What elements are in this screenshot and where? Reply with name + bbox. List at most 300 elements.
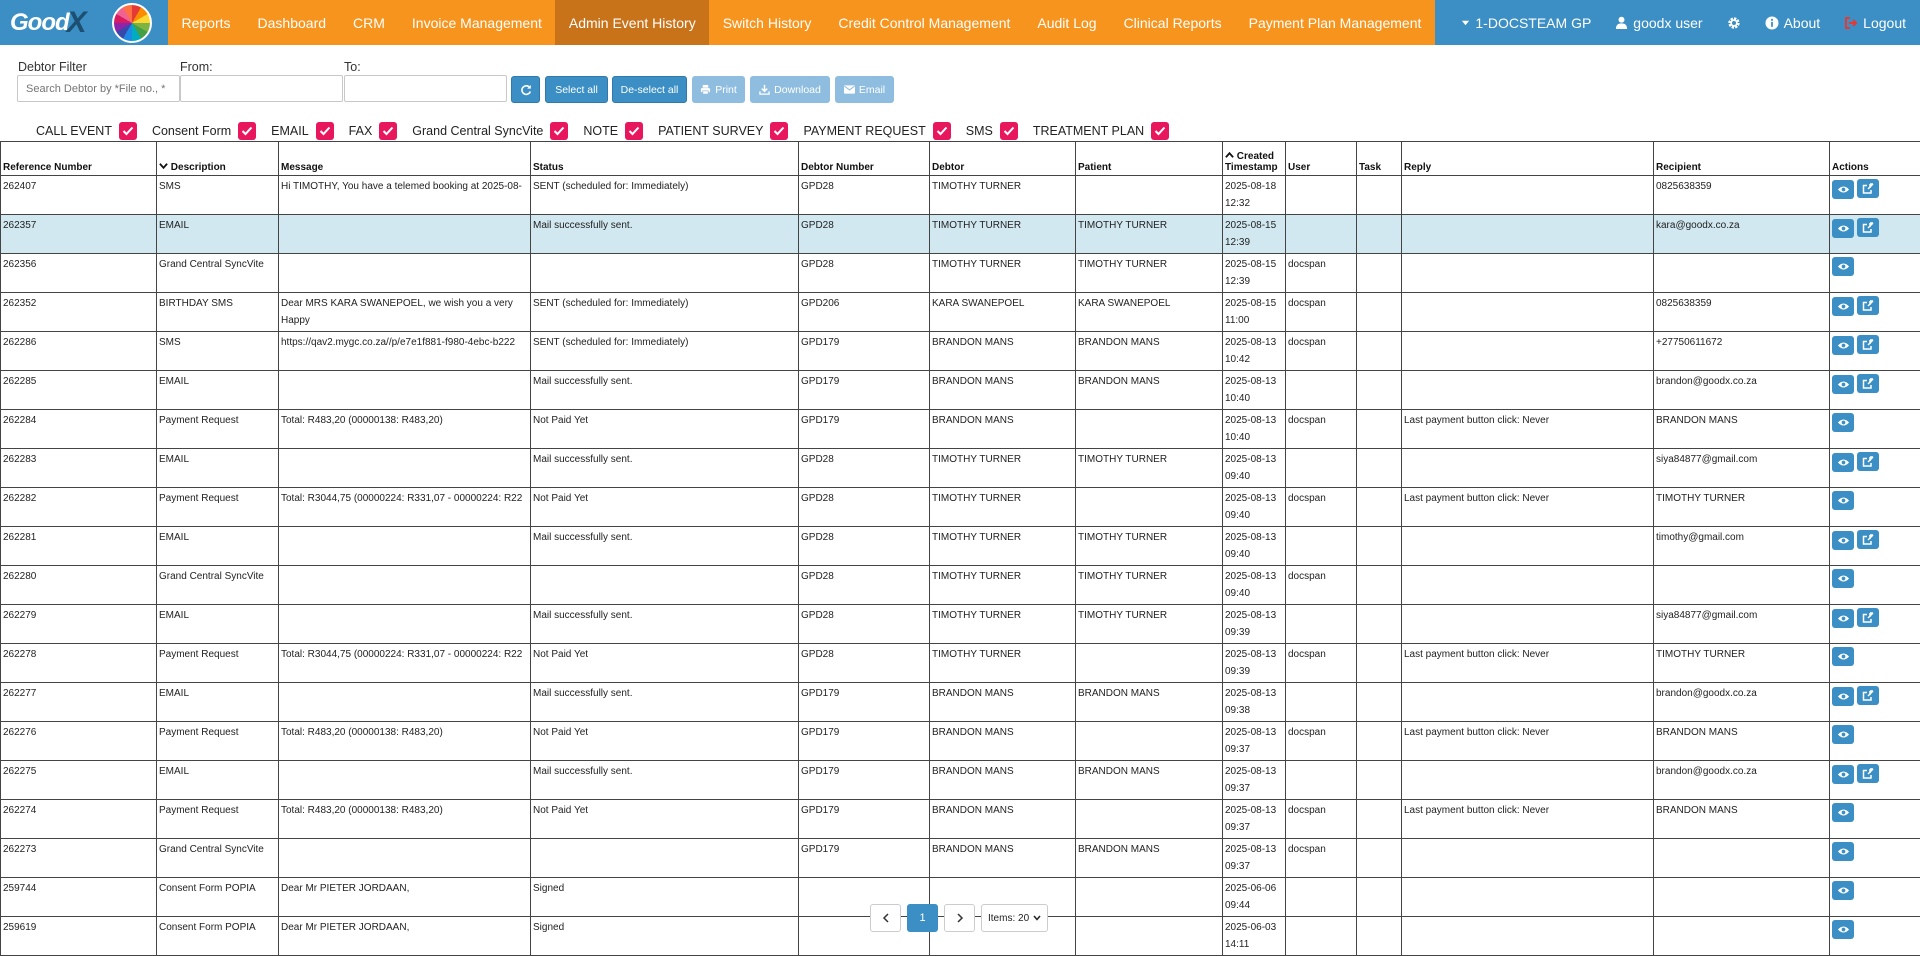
table-row[interactable]: [1, 332, 1920, 371]
view-button[interactable]: [1832, 257, 1854, 276]
cell-recipient: +27750611672: [1654, 332, 1830, 371]
page-button-current[interactable]: 1: [907, 904, 938, 932]
cell-reference-number: 262407: [1, 176, 157, 215]
nav-item-switch-history[interactable]: Switch History: [709, 0, 825, 45]
cell-status: Not Paid Yet: [531, 800, 799, 839]
created-time: 09:39: [1225, 627, 1250, 638]
next-page-button[interactable]: [944, 904, 975, 932]
envelope-icon: [844, 85, 855, 94]
cell-message: [279, 761, 531, 800]
share-button[interactable]: [1857, 179, 1879, 198]
table-row[interactable]: [1, 371, 1920, 410]
event-filter-grand-central-syncvite[interactable]: [412, 122, 568, 140]
deselect-all-button[interactable]: [612, 76, 687, 103]
cell-actions: [1830, 839, 1920, 878]
nav-item-crm[interactable]: CRM: [340, 0, 399, 45]
cell-status: [531, 566, 799, 605]
cell-reference-number: 262356: [1, 254, 157, 293]
table-row[interactable]: [1, 488, 1920, 527]
email-button[interactable]: [835, 76, 894, 103]
created-date: 2025-08-15: [1225, 220, 1276, 231]
cell-message: Hi TIMOTHY, You have a telemed booking at 2025-08-: [279, 176, 531, 215]
cell-debtor-number: GPD28: [799, 605, 930, 644]
share-square-icon: [1862, 222, 1874, 233]
table-row[interactable]: [1, 176, 1920, 215]
share-button[interactable]: [1857, 764, 1879, 783]
cell-user: [1286, 176, 1357, 215]
cell-debtor-number: GPD179: [799, 683, 930, 722]
created-date: 2025-08-18: [1225, 181, 1276, 192]
table-row[interactable]: [1, 644, 1920, 683]
cell-created-timestamp: [1223, 839, 1286, 878]
created-time: 10:42: [1225, 354, 1250, 365]
table-row[interactable]: [1, 527, 1920, 566]
sign-out-icon: [1844, 16, 1858, 30]
pagination: [870, 904, 1048, 932]
cell-actions: [1830, 644, 1920, 683]
col-debtor-number[interactable]: Debtor Number: [799, 142, 930, 176]
event-filter-checkbox[interactable]: [625, 122, 643, 140]
cell-debtor-number: GPD179: [799, 800, 930, 839]
cell-reference-number: 262275: [1, 761, 157, 800]
cell-task: [1357, 878, 1402, 917]
eye-icon: [1837, 224, 1850, 233]
cell-debtor: TIMOTHY TURNER: [930, 605, 1076, 644]
cell-recipient: siya84877@gmail.com: [1654, 449, 1830, 488]
print-label: Print: [715, 84, 737, 96]
share-button[interactable]: [1857, 452, 1879, 471]
cell-description: Payment Request: [157, 488, 279, 527]
cell-created-timestamp: [1223, 722, 1286, 761]
cell-reply: Last payment button click: Never: [1402, 644, 1654, 683]
cell-patient: BRANDON MANS: [1076, 371, 1223, 410]
cell-recipient: 0825638359: [1654, 176, 1830, 215]
cell-description: EMAIL: [157, 683, 279, 722]
col-status[interactable]: Status: [531, 142, 799, 176]
cell-reference-number: 262278: [1, 644, 157, 683]
cell-description: EMAIL: [157, 371, 279, 410]
cell-user: docspan: [1286, 410, 1357, 449]
eye-icon: [1837, 574, 1850, 583]
color-wheel-logo-icon: [112, 3, 152, 43]
view-button[interactable]: [1832, 842, 1854, 861]
cell-debtor-number: GPD28: [799, 527, 930, 566]
col-user[interactable]: User: [1286, 142, 1357, 176]
share-button[interactable]: [1857, 218, 1879, 237]
cell-patient: [1076, 644, 1223, 683]
top-navbar: [0, 0, 1920, 45]
to-label: To:: [344, 60, 361, 74]
created-time: 10:40: [1225, 432, 1250, 443]
checkmark-icon: [936, 126, 948, 136]
to-date-input[interactable]: [344, 75, 507, 102]
cell-status: Mail successfully sent.: [531, 449, 799, 488]
from-date-input[interactable]: [180, 75, 343, 102]
cell-patient: [1076, 800, 1223, 839]
table-row[interactable]: [1, 761, 1920, 800]
logout-link[interactable]: [1832, 15, 1920, 31]
cell-recipient: TIMOTHY TURNER: [1654, 644, 1830, 683]
view-button[interactable]: [1832, 219, 1854, 238]
checkmark-icon: [773, 126, 785, 136]
event-filter-checkbox[interactable]: [1000, 122, 1018, 140]
cell-user: [1286, 761, 1357, 800]
cell-actions: [1830, 410, 1920, 449]
share-button[interactable]: [1857, 530, 1879, 549]
cell-actions: [1830, 215, 1920, 254]
cell-reference-number: 262274: [1, 800, 157, 839]
created-date: 2025-08-13: [1225, 610, 1276, 621]
event-filter-checkbox[interactable]: [770, 122, 788, 140]
created-time: 09:44: [1225, 900, 1250, 911]
view-button[interactable]: [1832, 413, 1854, 432]
share-square-icon: [1862, 456, 1874, 467]
table-row[interactable]: [1, 605, 1920, 644]
cell-created-timestamp: [1223, 800, 1286, 839]
cell-patient: TIMOTHY TURNER: [1076, 215, 1223, 254]
table-row[interactable]: [1, 839, 1920, 878]
cell-created-timestamp: [1223, 683, 1286, 722]
logo-text: Good: [10, 9, 69, 37]
cell-created-timestamp: [1223, 371, 1286, 410]
cell-created-timestamp: [1223, 332, 1286, 371]
share-square-icon: [1862, 339, 1874, 350]
cell-reply: [1402, 566, 1654, 605]
cell-user: docspan: [1286, 800, 1357, 839]
cell-status: Signed: [531, 878, 799, 917]
table-row[interactable]: [1, 410, 1920, 449]
event-filter-checkbox[interactable]: [316, 122, 334, 140]
event-filter-email[interactable]: [271, 122, 334, 140]
event-filter-checkbox[interactable]: [550, 122, 568, 140]
cell-user: docspan: [1286, 839, 1357, 878]
cell-task: [1357, 722, 1402, 761]
cell-status: Not Paid Yet: [531, 644, 799, 683]
cell-recipient: [1654, 878, 1830, 917]
cell-task: [1357, 176, 1402, 215]
cell-user: docspan: [1286, 332, 1357, 371]
cell-reply: [1402, 449, 1654, 488]
cell-message: Total: R483,20 (00000138: R483,20): [279, 410, 531, 449]
user-menu[interactable]: [1603, 15, 1714, 31]
download-icon: [759, 84, 770, 95]
cell-reply: [1402, 761, 1654, 800]
cell-recipient: siya84877@gmail.com: [1654, 605, 1830, 644]
created-time: 09:40: [1225, 588, 1250, 599]
cell-description: Grand Central SyncVite: [157, 839, 279, 878]
share-square-icon: [1862, 183, 1874, 194]
event-filter-checkbox[interactable]: [933, 122, 951, 140]
event-type-filters: [36, 122, 1184, 140]
share-square-icon: [1862, 690, 1874, 701]
cell-description: Payment Request: [157, 722, 279, 761]
eye-icon: [1837, 730, 1850, 739]
created-date: 2025-08-13: [1225, 649, 1276, 660]
cell-debtor: KARA SWANEPOEL: [930, 293, 1076, 332]
table-body: [1, 176, 1920, 956]
created-date: 2025-06-03: [1225, 922, 1276, 933]
table-row[interactable]: [1, 449, 1920, 488]
created-time: 14:11: [1225, 939, 1249, 950]
view-button[interactable]: [1832, 375, 1854, 394]
cell-reference-number: 262279: [1, 605, 157, 644]
nav-item-invoice-management[interactable]: Invoice Management: [398, 0, 555, 45]
cell-reply: [1402, 878, 1654, 917]
table-row[interactable]: [1, 293, 1920, 332]
created-date: 2025-08-13: [1225, 571, 1276, 582]
col-created-timestamp[interactable]: Created Timestamp: [1223, 142, 1286, 176]
cell-user: [1286, 605, 1357, 644]
cell-patient: TIMOTHY TURNER: [1076, 254, 1223, 293]
cell-status: SENT (scheduled for: Immediately): [531, 176, 799, 215]
share-button[interactable]: [1857, 374, 1879, 393]
debtor-search-input[interactable]: [17, 75, 180, 102]
share-square-icon: [1862, 768, 1874, 779]
cell-debtor: BRANDON MANS: [930, 761, 1076, 800]
cell-debtor: TIMOTHY TURNER: [930, 488, 1076, 527]
cell-debtor: BRANDON MANS: [930, 839, 1076, 878]
event-filter-payment-request[interactable]: [803, 122, 950, 140]
view-button[interactable]: [1832, 803, 1854, 822]
cell-created-timestamp: [1223, 761, 1286, 800]
checkmark-icon: [122, 126, 134, 136]
event-filter-label: FAX: [349, 124, 373, 138]
cell-created-timestamp: [1223, 293, 1286, 332]
table-row[interactable]: [1, 254, 1920, 293]
created-time: 12:39: [1225, 276, 1250, 287]
nav-item-reports[interactable]: Reports: [168, 0, 244, 45]
cell-actions: [1830, 332, 1920, 371]
cell-user: docspan: [1286, 722, 1357, 761]
select-all-button[interactable]: [545, 76, 608, 103]
cell-reference-number: 262357: [1, 215, 157, 254]
view-button[interactable]: [1832, 725, 1854, 744]
event-history-table: [0, 141, 1920, 956]
col-reply[interactable]: Reply: [1402, 142, 1654, 176]
cell-reference-number: 262281: [1, 527, 157, 566]
checkmark-icon: [1154, 126, 1166, 136]
checkmark-icon: [319, 126, 331, 136]
cell-description: Payment Request: [157, 410, 279, 449]
event-filter-consent-form[interactable]: [152, 122, 256, 140]
event-filter-label: TREATMENT PLAN: [1033, 124, 1144, 138]
deselect-all-label: De-select all: [621, 84, 679, 96]
event-filter-label: SMS: [966, 124, 993, 138]
view-button[interactable]: [1832, 647, 1854, 666]
cell-description: Consent Form POPIA: [157, 917, 279, 956]
cell-reply: [1402, 917, 1654, 956]
cell-recipient: BRANDON MANS: [1654, 410, 1830, 449]
cell-patient: KARA SWANEPOEL: [1076, 293, 1223, 332]
cell-created-timestamp: [1223, 566, 1286, 605]
cell-message: [279, 449, 531, 488]
view-button[interactable]: [1832, 453, 1854, 472]
event-filter-treatment-plan[interactable]: [1033, 122, 1169, 140]
cell-message: Total: R3044,75 (00000224: R331,07 - 00000224: R22: [279, 644, 531, 683]
cell-patient: [1076, 410, 1223, 449]
cell-description: Consent Form POPIA: [157, 878, 279, 917]
cell-task: [1357, 527, 1402, 566]
settings-button[interactable]: [1715, 16, 1753, 30]
event-filter-checkbox[interactable]: [119, 122, 137, 140]
share-square-icon: [1862, 612, 1874, 623]
view-button[interactable]: [1832, 881, 1854, 900]
info-circle-icon: [1765, 16, 1779, 30]
caret-down-icon: [1461, 18, 1470, 27]
event-filter-note[interactable]: [583, 122, 643, 140]
eye-icon: [1837, 614, 1850, 623]
table-row[interactable]: [1, 800, 1920, 839]
cell-created-timestamp: [1223, 488, 1286, 527]
cell-recipient: TIMOTHY TURNER: [1654, 488, 1830, 527]
checkmark-icon: [1003, 126, 1015, 136]
nav-item-admin-event-history[interactable]: Admin Event History: [555, 0, 709, 45]
goodx-logo[interactable]: [0, 0, 168, 45]
share-button[interactable]: [1857, 296, 1879, 315]
cell-reply: [1402, 683, 1654, 722]
view-button[interactable]: [1832, 569, 1854, 588]
cell-status: [531, 254, 799, 293]
cell-user: docspan: [1286, 488, 1357, 527]
cell-debtor-number: GPD28: [799, 566, 930, 605]
cell-task: [1357, 839, 1402, 878]
table-row[interactable]: [1, 215, 1920, 254]
cell-actions: [1830, 917, 1920, 956]
cell-user: [1286, 449, 1357, 488]
cell-debtor-number: GPD28: [799, 254, 930, 293]
view-button[interactable]: [1832, 531, 1854, 550]
created-date: 2025-06-06: [1225, 883, 1276, 894]
nav-item-audit-log[interactable]: Audit Log: [1024, 0, 1110, 45]
view-button[interactable]: [1832, 297, 1854, 316]
cell-reference-number: 262284: [1, 410, 157, 449]
cell-reply: [1402, 293, 1654, 332]
refresh-button[interactable]: [511, 76, 540, 103]
cell-debtor: BRANDON MANS: [930, 332, 1076, 371]
table-row[interactable]: [1, 722, 1920, 761]
eye-icon: [1837, 185, 1850, 194]
cell-reply: [1402, 839, 1654, 878]
cell-recipient: brandon@goodx.co.za: [1654, 761, 1830, 800]
view-button[interactable]: [1832, 336, 1854, 355]
event-filter-fax[interactable]: [349, 122, 398, 140]
created-time: 09:37: [1225, 861, 1250, 872]
select-all-label: Select all: [555, 84, 598, 96]
cell-user: [1286, 215, 1357, 254]
cell-reference-number: 262280: [1, 566, 157, 605]
checkmark-icon: [628, 126, 640, 136]
cell-description: BIRTHDAY SMS: [157, 293, 279, 332]
col-description[interactable]: Description: [157, 142, 279, 176]
view-button[interactable]: [1832, 920, 1854, 939]
cell-task: [1357, 371, 1402, 410]
event-filter-patient-survey[interactable]: [658, 122, 788, 140]
cell-actions: [1830, 878, 1920, 917]
about-link[interactable]: [1753, 15, 1833, 31]
cell-recipient: BRANDON MANS: [1654, 722, 1830, 761]
cell-description: EMAIL: [157, 449, 279, 488]
event-filter-checkbox[interactable]: [379, 122, 397, 140]
cell-recipient: brandon@goodx.co.za: [1654, 371, 1830, 410]
prev-page-button[interactable]: [870, 904, 901, 932]
cell-description: EMAIL: [157, 605, 279, 644]
view-button[interactable]: [1832, 491, 1854, 510]
nav-item-dashboard[interactable]: Dashboard: [244, 0, 340, 45]
cell-message: Total: R483,20 (00000138: R483,20): [279, 722, 531, 761]
event-filter-sms[interactable]: [966, 122, 1018, 140]
nav-item-clinical-reports[interactable]: Clinical Reports: [1110, 0, 1235, 45]
logo-x: X: [67, 6, 87, 40]
share-button[interactable]: [1857, 686, 1879, 705]
nav-item-credit-control-management[interactable]: Credit Control Management: [825, 0, 1024, 45]
cell-debtor-number: GPD179: [799, 410, 930, 449]
created-date: 2025-08-13: [1225, 844, 1276, 855]
cell-reference-number: 262273: [1, 839, 157, 878]
cell-debtor-number: GPD28: [799, 644, 930, 683]
cell-task: [1357, 644, 1402, 683]
table-row[interactable]: [1, 566, 1920, 605]
cell-recipient: [1654, 254, 1830, 293]
cell-task: [1357, 488, 1402, 527]
view-button[interactable]: [1832, 765, 1854, 784]
created-date: 2025-08-13: [1225, 727, 1276, 738]
cell-user: docspan: [1286, 644, 1357, 683]
cell-status: Signed: [531, 917, 799, 956]
cell-status: [531, 839, 799, 878]
col-task[interactable]: Task: [1357, 142, 1402, 176]
col-patient[interactable]: Patient: [1076, 142, 1223, 176]
col-recipient[interactable]: Recipient: [1654, 142, 1830, 176]
view-button[interactable]: [1832, 609, 1854, 628]
col-reference-number[interactable]: Reference Number: [1, 142, 157, 176]
created-date: 2025-08-13: [1225, 688, 1276, 699]
table-row[interactable]: [1, 683, 1920, 722]
created-date: 2025-08-13: [1225, 376, 1276, 387]
view-button[interactable]: [1832, 687, 1854, 706]
cell-description: Payment Request: [157, 800, 279, 839]
cell-user: [1286, 683, 1357, 722]
event-filter-checkbox[interactable]: [238, 122, 256, 140]
items-per-page-select[interactable]: [981, 904, 1048, 932]
print-button[interactable]: [692, 76, 745, 103]
cell-user: docspan: [1286, 254, 1357, 293]
share-button[interactable]: [1857, 335, 1879, 354]
practice-selector[interactable]: [1449, 15, 1603, 31]
view-button[interactable]: [1832, 180, 1854, 199]
nav-item-payment-plan-management[interactable]: Payment Plan Management: [1235, 0, 1435, 45]
download-button[interactable]: [750, 76, 830, 103]
created-date: 2025-08-13: [1225, 532, 1276, 543]
cell-task: [1357, 917, 1402, 956]
cell-reference-number: 262352: [1, 293, 157, 332]
created-time: 09:37: [1225, 783, 1250, 794]
event-filter-checkbox[interactable]: [1151, 122, 1169, 140]
share-button[interactable]: [1857, 608, 1879, 627]
created-date: 2025-08-13: [1225, 493, 1276, 504]
col-message[interactable]: Message: [279, 142, 531, 176]
cell-debtor-number: GPD28: [799, 488, 930, 527]
cell-reply: [1402, 371, 1654, 410]
created-time: 09:40: [1225, 471, 1250, 482]
cell-recipient: [1654, 566, 1830, 605]
col-debtor[interactable]: Debtor: [930, 142, 1076, 176]
cell-debtor: TIMOTHY TURNER: [930, 254, 1076, 293]
cell-reference-number: 262276: [1, 722, 157, 761]
event-filter-call-event[interactable]: [36, 122, 137, 140]
cell-created-timestamp: [1223, 176, 1286, 215]
cell-description: Grand Central SyncVite: [157, 254, 279, 293]
cell-created-timestamp: [1223, 878, 1286, 917]
